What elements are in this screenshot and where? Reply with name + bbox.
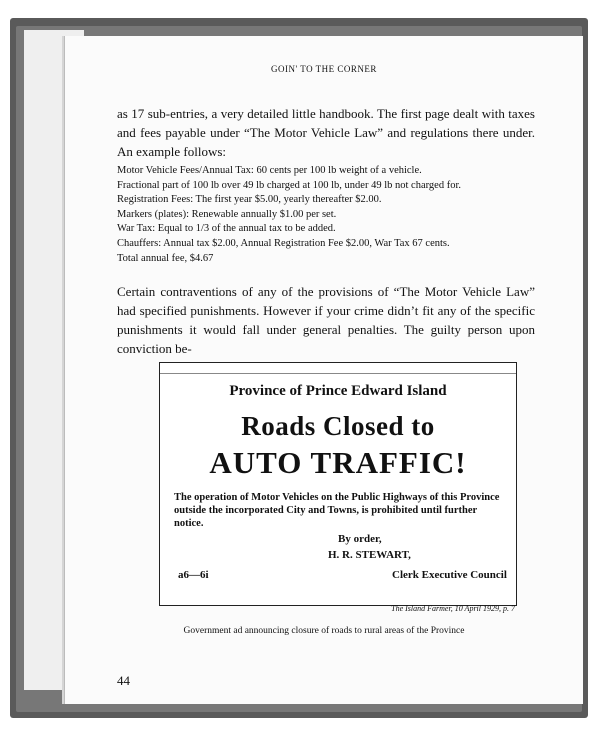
ad-by-order: By order, xyxy=(338,533,382,545)
ad-rule xyxy=(160,373,516,374)
ad-code: a6—6i xyxy=(178,569,209,581)
fee-line: Markers (plates): Renewable annually $1.00 per set. xyxy=(117,208,337,220)
fee-line: Fractional part of 100 lb over 49 lb charged at 100 lb, under 49 lb not charged for. xyxy=(117,179,461,191)
fee-line: War Tax: Equal to 1/3 of the annual tax to be added. xyxy=(117,223,336,235)
source-credit: The Island Farmer, 10 April 1929, p. 7 xyxy=(391,604,515,613)
running-head: GOIN' TO THE CORNER xyxy=(271,64,377,74)
ad-body-text: The operation of Motor Vehicles on the Public Highways of this Province outside the incorporated City and Towns, is prohibited until further notice. xyxy=(174,492,500,529)
paragraph-contraventions: Certain contraventions of any of the provisions of “The Motor Vehicle Law” had specified punishments. However if your crime didn’t fit any of the specific punishments it would fall under general penalties. The guilty person upon conviction be- xyxy=(117,284,535,356)
fee-line: Motor Vehicle Fees/Annual Tax: 60 cents per 100 lb weight of a vehicle. xyxy=(117,165,422,176)
page-number: 44 xyxy=(117,673,130,688)
fee-line: Chauffers: Annual tax $2.00, Annual Registration Fee $2.00, War Tax 67 cents. xyxy=(117,237,450,249)
figure-caption: Government ad announcing closure of roads to rural areas of the Province xyxy=(183,626,465,636)
newspaper-ad xyxy=(159,362,517,606)
fee-line: Total annual fee, $4.67 xyxy=(117,252,214,264)
fee-list xyxy=(117,164,535,266)
ad-signatory: H. R. STEWART, xyxy=(328,549,411,561)
book-page xyxy=(64,36,583,704)
paragraph-intro: as 17 sub-entries, a very detailed little handbook. The first page dealt with taxes and fees payable under “The Motor Vehicle Law” and regulations there under. An example follows: xyxy=(117,106,535,159)
fee-line: Registration Fees: The first year $5.00, yearly thereafter $2.00. xyxy=(117,194,382,206)
ad-signatory-title: Clerk Executive Council xyxy=(392,569,507,581)
ad-headline-roads: Roads Closed to xyxy=(241,411,435,441)
ad-headline-auto-traffic: AUTO TRAFFIC! xyxy=(209,445,467,480)
ad-province-heading: Province of Prince Edward Island xyxy=(229,383,447,399)
